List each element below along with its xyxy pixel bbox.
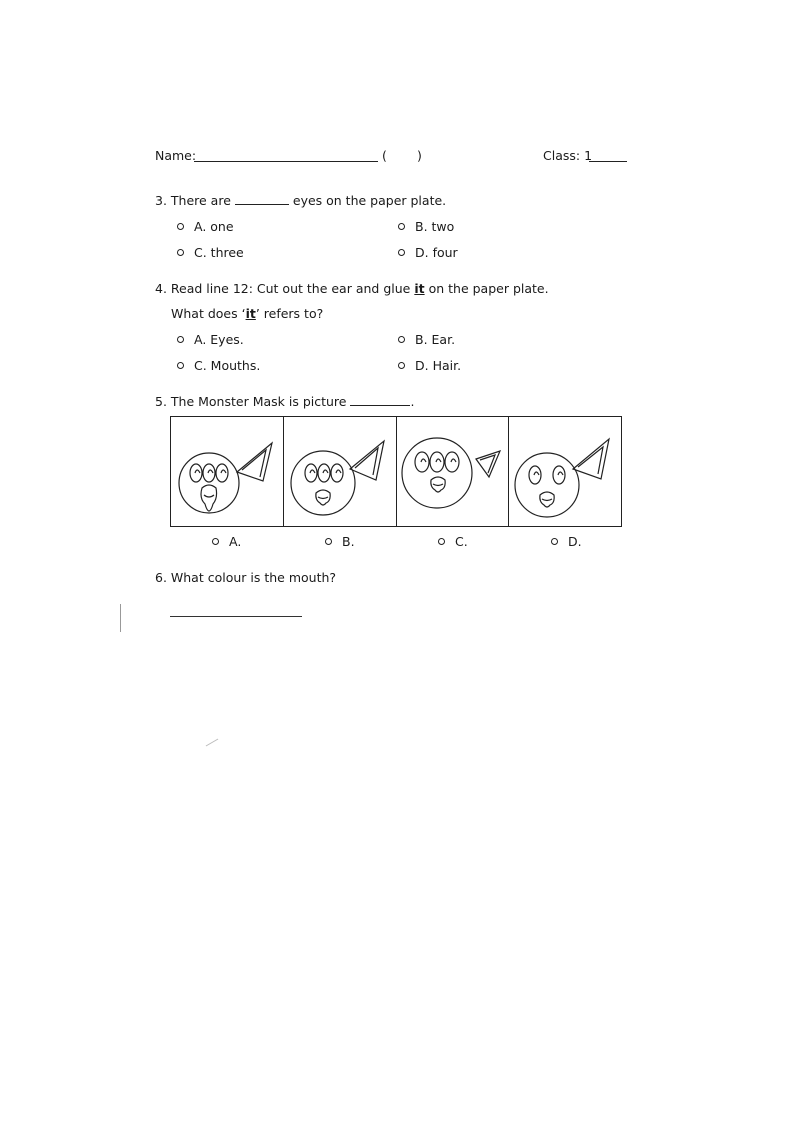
q3-option-b[interactable] (398, 219, 454, 234)
question-4-line-1 (155, 281, 549, 296)
question-4-line-2-prefix: What does ‘ (171, 306, 246, 321)
monster-picture-c (397, 417, 510, 526)
monster-face-icon (397, 417, 510, 526)
radio-icon[interactable] (398, 249, 405, 256)
question-4-keyword: it (414, 281, 425, 296)
radio-icon[interactable] (438, 538, 445, 545)
radio-icon[interactable] (177, 223, 184, 230)
question-5-blank (350, 395, 410, 406)
monster-face-icon (284, 417, 397, 526)
q3-option-c[interactable] (177, 245, 244, 260)
monster-picture-b (284, 417, 397, 526)
radio-icon[interactable] (177, 336, 184, 343)
radio-icon[interactable] (325, 538, 332, 545)
radio-icon[interactable] (398, 223, 405, 230)
q5-option-a-label: A. (229, 534, 242, 549)
monster-picture-table (170, 416, 622, 527)
radio-icon[interactable] (398, 336, 405, 343)
q3-option-a-label: A. one (194, 219, 234, 234)
question-3-suffix: eyes on the paper plate. (292, 193, 447, 208)
question-3-blank (235, 194, 289, 205)
q5-option-c[interactable] (438, 534, 468, 549)
monster-picture-a (171, 417, 284, 526)
radio-icon[interactable] (212, 538, 219, 545)
question-3 (155, 193, 446, 208)
name-label: Name: (155, 148, 197, 163)
radio-icon[interactable] (177, 249, 184, 256)
question-4-line-2-keyword: it (245, 306, 256, 321)
question-3-prefix: 3. There are (155, 193, 231, 208)
q5-option-d[interactable] (551, 534, 582, 549)
question-6: 6. What colour is the mouth? (155, 570, 337, 585)
class-label: Class: 1 (543, 148, 593, 163)
question-4-prefix: 4. Read line 12: Cut out the ear and glue (155, 281, 411, 296)
class-answer-line[interactable] (589, 161, 627, 162)
q4-option-c-label: C. Mouths. (194, 358, 261, 373)
q4-option-d-label: D. Hair. (415, 358, 462, 373)
monster-face-icon (509, 417, 622, 526)
q4-option-d[interactable] (398, 358, 461, 373)
question-6-answer-line[interactable] (170, 616, 302, 617)
q4-option-b-label: B. Ear. (415, 332, 456, 347)
q5-option-a[interactable] (212, 534, 241, 549)
q3-option-d[interactable] (398, 245, 458, 260)
q4-option-c[interactable] (177, 358, 260, 373)
q3-option-a[interactable] (177, 219, 234, 234)
question-5-suffix: . (410, 394, 415, 409)
paren-close: ) (417, 148, 422, 163)
question-5-prefix: 5. The Monster Mask is picture (155, 394, 347, 409)
question-5 (155, 394, 414, 409)
question-4-line-2 (171, 306, 323, 321)
q5-option-c-label: C. (455, 534, 468, 549)
paren-open: ( (382, 148, 387, 163)
margin-mark (120, 604, 121, 632)
q4-option-b[interactable] (398, 332, 455, 347)
stray-pencil-mark (206, 739, 219, 747)
q3-option-d-label: D. four (415, 245, 458, 260)
radio-icon[interactable] (177, 362, 184, 369)
monster-picture-d (509, 417, 621, 526)
question-4-line-2-suffix: ’ refers to? (255, 306, 324, 321)
monster-face-icon (171, 417, 284, 526)
name-answer-line[interactable] (194, 161, 378, 162)
question-4-suffix: on the paper plate. (428, 281, 549, 296)
q4-option-a-label: A. Eyes. (194, 332, 244, 347)
q3-option-b-label: B. two (415, 219, 455, 234)
q5-option-d-label: D. (568, 534, 582, 549)
q5-option-b[interactable] (325, 534, 355, 549)
q3-option-c-label: C. three (194, 245, 244, 260)
q4-option-a[interactable] (177, 332, 244, 347)
radio-icon[interactable] (398, 362, 405, 369)
q5-option-b-label: B. (342, 534, 355, 549)
radio-icon[interactable] (551, 538, 558, 545)
